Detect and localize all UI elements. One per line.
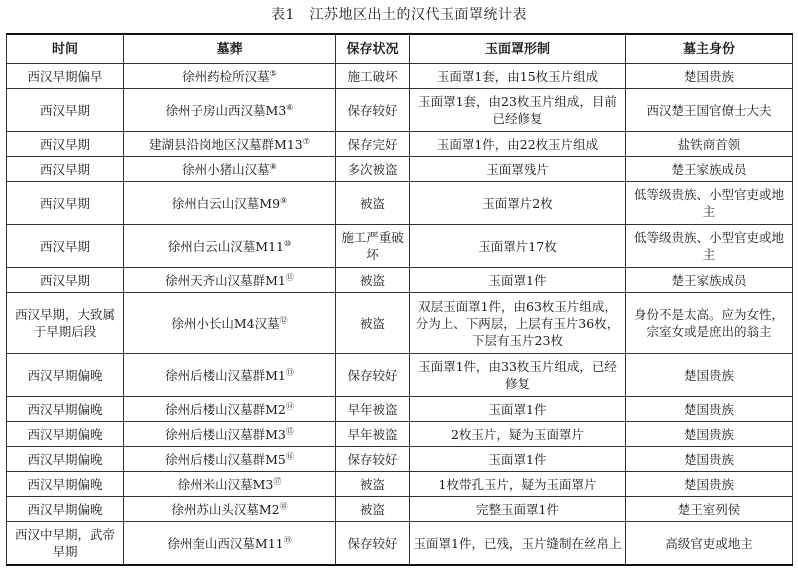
cell-form: 玉面罩1件 (410, 397, 626, 422)
cell-owner: 楚国贵族 (626, 447, 793, 472)
cell-status: 多次被盗 (336, 157, 410, 182)
header-row (7, 34, 793, 64)
tomb-name: 徐州后楼山汉墓群M3 (165, 426, 286, 442)
cell-time: 西汉早期 (7, 89, 124, 132)
table-row (7, 182, 793, 225)
cell-time: 西汉早期 (7, 268, 124, 293)
table-row (7, 64, 793, 89)
cell-form: 完整玉面罩1件 (410, 497, 626, 522)
cell-owner: 楚国贵族 (626, 354, 793, 397)
table-row (7, 354, 793, 397)
table-row (7, 447, 793, 472)
cell-time: 西汉早期 (7, 182, 124, 225)
cell-status: 早年被盗 (336, 422, 410, 447)
footnote-mark: ⑥ (286, 102, 294, 112)
cell-status: 保存较好 (336, 354, 410, 397)
footnote-mark: ⑧ (269, 161, 277, 171)
cell-form: 双层玉面罩1件，由63枚玉片组成，分为上、下两层，上层有玉片36枚，下层有玉片23枚 (410, 293, 626, 354)
cell-form: 玉面罩片2枚 (410, 182, 626, 225)
table-row (7, 522, 793, 566)
cell-form: 玉面罩1件，由22枚玉片组成 (410, 132, 626, 157)
cell-form: 玉面罩1件，已残，玉片缝制在丝帛上 (410, 522, 626, 566)
cell-owner: 楚国贵族 (626, 64, 793, 89)
cell-owner: 低等级贵族、小型官吏或地主 (626, 182, 793, 225)
cell-status: 保存完好 (336, 132, 410, 157)
cell-form: 玉面罩1套，由23枚玉片组成，目前已经修复 (410, 89, 626, 132)
cell-time: 西汉早期偏晚 (7, 472, 124, 497)
cell-owner: 楚王家族成员 (626, 268, 793, 293)
cell-owner: 楚国贵族 (626, 397, 793, 422)
cell-form: 玉面罩1件 (410, 268, 626, 293)
cell-time: 西汉早期偏晚 (7, 422, 124, 447)
tomb-name: 徐州奎山西汉墓M11 (167, 535, 284, 551)
cell-tomb (124, 397, 336, 422)
cell-time: 西汉早期偏晚 (7, 497, 124, 522)
cell-tomb (124, 497, 336, 522)
cell-tomb (124, 522, 336, 566)
cell-status: 保存较好 (336, 447, 410, 472)
footnote-mark: ⑱ (279, 501, 288, 511)
cell-status: 被盗 (336, 182, 410, 225)
cell-tomb (124, 64, 336, 89)
tomb-name: 徐州米山汉墓M3 (177, 476, 274, 492)
cell-owner: 低等级贵族、小型官吏或地主 (626, 225, 793, 268)
cell-status: 施工严重破坏 (336, 225, 410, 268)
cell-time: 西汉早期，大致属于早期后段 (7, 293, 124, 354)
table-row (7, 472, 793, 497)
cell-time: 西汉早期 (7, 157, 124, 182)
tomb-name: 徐州小猪山汉墓 (182, 161, 270, 177)
cell-status: 被盗 (336, 268, 410, 293)
header-form: 玉面罩形制 (410, 34, 626, 64)
cell-form: 2枚玉片，疑为玉面罩片 (410, 422, 626, 447)
footnote-mark: ⑪ (285, 272, 294, 282)
tomb-name: 徐州后楼山汉墓群M2 (165, 401, 286, 417)
tomb-name: 徐州后楼山汉墓群M1 (165, 367, 286, 383)
table-row (7, 397, 793, 422)
table-row (7, 89, 793, 132)
cell-status: 被盗 (336, 497, 410, 522)
cell-owner: 高级官吏或地主 (626, 522, 793, 566)
tomb-name: 徐州白云山汉墓M9 (171, 195, 281, 211)
cell-owner: 楚王室列侯 (626, 497, 793, 522)
cell-tomb (124, 182, 336, 225)
footnote-mark: ⑨ (280, 195, 288, 205)
cell-time: 西汉早期偏晚 (7, 354, 124, 397)
footnote-mark: ⑤ (269, 68, 277, 78)
footnote-mark: ⑰ (273, 476, 282, 486)
tomb-name: 徐州后楼山汉墓群M5 (165, 451, 286, 467)
table-row (7, 225, 793, 268)
footnote-mark: ⑫ (279, 315, 288, 325)
cell-form: 玉面罩1件，由33枚玉片组成，已经修复 (410, 354, 626, 397)
cell-form: 1枚带孔玉片，疑为玉面罩片 (410, 472, 626, 497)
table-row (7, 157, 793, 182)
cell-tomb (124, 89, 336, 132)
cell-tomb (124, 157, 336, 182)
header-owner: 墓主身份 (626, 34, 793, 64)
tomb-name: 徐州天齐山汉墓群M1 (165, 272, 286, 288)
footnote-mark: ⑩ (284, 238, 292, 248)
table-row (7, 132, 793, 157)
footnote-mark: ⑦ (302, 136, 310, 146)
cell-time: 西汉早期 (7, 132, 124, 157)
cell-tomb (124, 472, 336, 497)
table-row (7, 422, 793, 447)
cell-time: 西汉早期偏晚 (7, 397, 124, 422)
header-tomb: 墓葬 (124, 34, 336, 64)
cell-tomb (124, 268, 336, 293)
cell-tomb (124, 293, 336, 354)
cell-owner: 身份不是太高。应为女性，宗室女或是庶出的翁主 (626, 293, 793, 354)
cell-owner: 楚国贵族 (626, 422, 793, 447)
table-row (7, 268, 793, 293)
footnote-mark: ⑭ (285, 401, 294, 411)
tomb-name: 徐州白云山汉墓M11 (167, 238, 285, 254)
cell-owner: 盐铁商首领 (626, 132, 793, 157)
cell-status: 被盗 (336, 472, 410, 497)
cell-owner: 楚王家族成员 (626, 157, 793, 182)
table-row (7, 293, 793, 354)
cell-form: 玉面罩1套，由15枚玉片组成 (410, 64, 626, 89)
cell-form: 玉面罩残片 (410, 157, 626, 182)
jade-mask-table (6, 33, 793, 566)
cell-tomb (124, 447, 336, 472)
cell-status: 施工破坏 (336, 64, 410, 89)
tomb-name: 徐州药检所汉墓 (182, 68, 270, 84)
cell-tomb (124, 225, 336, 268)
header-time: 时间 (7, 34, 124, 64)
cell-time: 西汉早期偏晚 (7, 447, 124, 472)
tomb-name: 徐州子房山西汉墓M3 (165, 102, 287, 118)
footnote-mark: ⑯ (285, 451, 294, 461)
header-status: 保存状况 (336, 34, 410, 64)
cell-status: 被盗 (336, 293, 410, 354)
cell-form: 玉面罩1件 (410, 447, 626, 472)
cell-owner: 楚国贵族 (626, 472, 793, 497)
footnote-mark: ⑲ (283, 535, 292, 545)
cell-status: 保存较好 (336, 89, 410, 132)
footnote-mark: ⑮ (285, 426, 294, 436)
cell-time: 西汉早期 (7, 225, 124, 268)
cell-tomb (124, 132, 336, 157)
table-caption: 表1 江苏地区出土的汉代玉面罩统计表 (271, 7, 527, 23)
cell-tomb (124, 422, 336, 447)
cell-time: 西汉中早期，武帝早期 (7, 522, 124, 566)
tomb-name: 徐州苏山头汉墓M2 (171, 501, 280, 517)
cell-owner: 西汉楚王国官僚士大夫 (626, 89, 793, 132)
cell-form: 玉面罩片17枚 (410, 225, 626, 268)
tomb-name: 建湖县沿岗地区汉墓群M13 (149, 136, 303, 152)
cell-status: 保存较好 (336, 522, 410, 566)
cell-time: 西汉早期偏早 (7, 64, 124, 89)
cell-tomb (124, 354, 336, 397)
cell-status: 早年被盗 (336, 397, 410, 422)
table-row (7, 497, 793, 522)
footnote-mark: ⑬ (285, 367, 294, 377)
tomb-name: 徐州小长山M4汉墓 (171, 315, 280, 331)
table-body (7, 64, 793, 566)
